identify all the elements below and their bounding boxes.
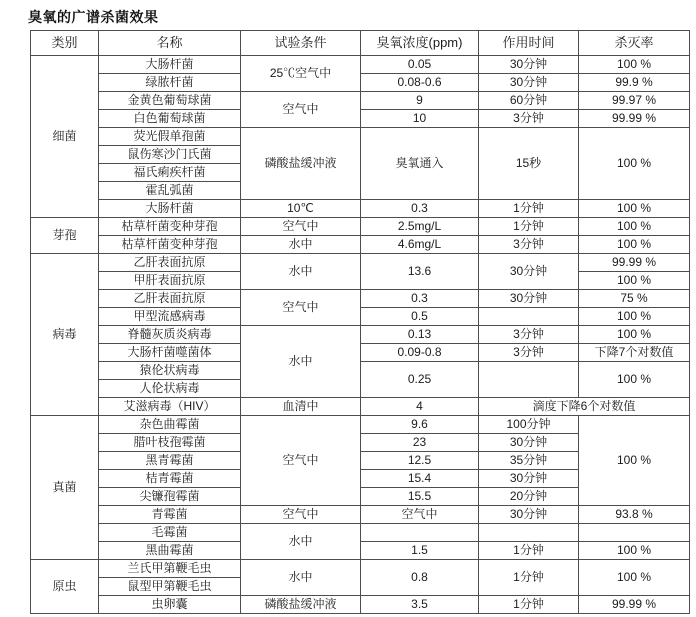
table-cell: 100 % <box>579 236 690 254</box>
table-cell: 兰氏甲第鞭毛虫 <box>99 560 241 578</box>
table-row <box>31 344 690 362</box>
table-cell: 尖镰孢霉菌 <box>99 488 241 506</box>
table-cell: 脊髓灰质炎病毒 <box>99 326 241 344</box>
table-cell: 10℃ <box>241 200 361 218</box>
table-row <box>31 74 690 92</box>
table-row <box>31 128 690 146</box>
table-cell: 1分钟 <box>479 542 579 560</box>
table-cell: 3分钟 <box>479 326 579 344</box>
table-cell: 水中 <box>241 524 361 560</box>
table-cell: 黑青霉菌 <box>99 452 241 470</box>
table-cell: 1分钟 <box>479 560 579 596</box>
table-cell: 水中 <box>241 326 361 398</box>
table-cell: 金黄色葡萄球菌 <box>99 92 241 110</box>
table-cell: 空气中 <box>241 506 361 524</box>
table-cell: 血清中 <box>241 398 361 416</box>
table-cell: 青霉菌 <box>99 506 241 524</box>
table-row <box>31 560 690 578</box>
table-cell: 人伦状病毒 <box>99 380 241 398</box>
table-cell: 30分钟 <box>479 290 579 308</box>
table-cell: 空气中 <box>241 218 361 236</box>
table-cell: 病毒 <box>31 254 99 416</box>
table-cell: 99.9 % <box>579 74 690 92</box>
table-cell: 艾滋病毒（HIV） <box>99 398 241 416</box>
table-body <box>31 56 690 614</box>
table-cell: 0.09-0.8 <box>361 344 479 362</box>
table-cell: 3分钟 <box>479 110 579 128</box>
table-cell: 真菌 <box>31 416 99 560</box>
table-cell: 30分钟 <box>479 470 579 488</box>
table-cell: 35分钟 <box>479 452 579 470</box>
table-cell: 3分钟 <box>479 344 579 362</box>
table-cell: 75 % <box>579 290 690 308</box>
table-cell: 30分钟 <box>479 74 579 92</box>
table-cell: 93.8 % <box>579 506 690 524</box>
table-row <box>31 326 690 344</box>
table-cell: 荧光假单孢菌 <box>99 128 241 146</box>
table-cell: 100分钟 <box>479 416 579 434</box>
table-cell: 99.99 % <box>579 596 690 614</box>
table-cell: 空气中 <box>241 92 361 128</box>
table-cell: 9 <box>361 92 479 110</box>
table-cell: 大肠杆菌 <box>99 200 241 218</box>
table-cell <box>361 524 479 542</box>
table-row <box>31 290 690 308</box>
table-cell: 99.99 % <box>579 254 690 272</box>
column-header-kill-rate: 杀灭率 <box>579 31 690 56</box>
table-cell: 100 % <box>579 416 690 506</box>
table-cell: 水中 <box>241 560 361 596</box>
table-cell: 下降7个对数值 <box>579 344 690 362</box>
table-cell: 4 <box>361 398 479 416</box>
table-cell: 0.3 <box>361 200 479 218</box>
table-row <box>31 92 690 110</box>
table-cell: 水中 <box>241 236 361 254</box>
table-cell: 0.05 <box>361 56 479 74</box>
table-cell: 臭氧通入 <box>361 128 479 200</box>
table-cell: 福氏痢疾杆菌 <box>99 164 241 182</box>
table-cell: 空气中 <box>241 290 361 326</box>
table-cell: 芽孢 <box>31 218 99 254</box>
table-cell <box>579 524 690 542</box>
table-row <box>31 542 690 560</box>
table-cell: 99.99 % <box>579 110 690 128</box>
table-row <box>31 506 690 524</box>
table-cell: 枯草杆菌变种芽孢 <box>99 236 241 254</box>
table-cell: 甲型流感病毒 <box>99 308 241 326</box>
table-cell: 鼠型甲第鞭毛虫 <box>99 578 241 596</box>
table-cell: 枯草杆菌变种芽孢 <box>99 218 241 236</box>
table-cell: 3.5 <box>361 596 479 614</box>
table-cell: 60分钟 <box>479 92 579 110</box>
table-cell <box>479 308 579 326</box>
table-cell: 15.4 <box>361 470 479 488</box>
table-cell: 磷酸盐缓冲液 <box>241 128 361 200</box>
table-cell: 30分钟 <box>479 506 579 524</box>
table-cell: 99.97 % <box>579 92 690 110</box>
column-header-ozone-concentration: 臭氧浓度(ppm) <box>361 31 479 56</box>
table-row <box>31 254 690 272</box>
table-cell: 100 % <box>579 56 690 74</box>
table-cell: 大肠杆菌噬菌体 <box>99 344 241 362</box>
table-cell: 0.25 <box>361 362 479 398</box>
table-cell: 1分钟 <box>479 218 579 236</box>
table-cell: 乙肝表面抗原 <box>99 254 241 272</box>
table-cell: 滴度下降6个对数值 <box>479 398 690 416</box>
table-cell: 霍乱弧菌 <box>99 182 241 200</box>
table-cell <box>479 524 579 542</box>
table-row <box>31 56 690 74</box>
table-cell: 100 % <box>579 326 690 344</box>
table-row <box>31 362 690 380</box>
table-cell: 腊叶枝孢霉菌 <box>99 434 241 452</box>
table-row <box>31 596 690 614</box>
ozone-sterilization-table <box>30 30 690 614</box>
table-header-row <box>31 31 690 56</box>
table-cell: 磷酸盐缓冲液 <box>241 596 361 614</box>
table-cell: 30分钟 <box>479 434 579 452</box>
table-cell: 0.13 <box>361 326 479 344</box>
table-cell: 2.5mg/L <box>361 218 479 236</box>
table-cell: 1分钟 <box>479 200 579 218</box>
table-cell: 鼠伤寒沙门氏菌 <box>99 146 241 164</box>
table-cell: 9.6 <box>361 416 479 434</box>
table-cell: 0.08-0.6 <box>361 74 479 92</box>
table-cell: 23 <box>361 434 479 452</box>
table-row <box>31 308 690 326</box>
table-cell: 30分钟 <box>479 56 579 74</box>
table-cell: 1.5 <box>361 542 479 560</box>
table-row <box>31 236 690 254</box>
table-cell: 桔青霉菌 <box>99 470 241 488</box>
table-cell: 100 % <box>579 128 690 200</box>
table-cell: 15秒 <box>479 128 579 200</box>
table-cell: 15.5 <box>361 488 479 506</box>
table-cell: 12.5 <box>361 452 479 470</box>
table-cell: 大肠杆菌 <box>99 56 241 74</box>
table-cell: 3分钟 <box>479 236 579 254</box>
table-cell: 100 % <box>579 272 690 290</box>
table-row <box>31 416 690 434</box>
table-row <box>31 398 690 416</box>
table-cell: 甲肝表面抗原 <box>99 272 241 290</box>
table-cell: 100 % <box>579 542 690 560</box>
table-row <box>31 110 690 128</box>
table-cell: 0.5 <box>361 308 479 326</box>
table-cell: 毛霉菌 <box>99 524 241 542</box>
table-cell: 绿脓杆菌 <box>99 74 241 92</box>
table-cell: 细菌 <box>31 56 99 218</box>
table-cell: 0.8 <box>361 560 479 596</box>
table-cell: 100 % <box>579 308 690 326</box>
column-header-test-condition: 试验条件 <box>241 31 361 56</box>
table-row <box>31 218 690 236</box>
table-cell: 杂色曲霉菌 <box>99 416 241 434</box>
column-header-name: 名称 <box>99 31 241 56</box>
table-cell <box>479 362 579 398</box>
table-cell: 100 % <box>579 218 690 236</box>
page-title: 臭氧的广谱杀菌效果 <box>28 9 159 25</box>
table-cell: 100 % <box>579 560 690 596</box>
table-cell: 白色葡萄球菌 <box>99 110 241 128</box>
column-header-category: 类别 <box>31 31 99 56</box>
table-cell: 10 <box>361 110 479 128</box>
table-cell: 水中 <box>241 254 361 290</box>
table-cell: 乙肝表面抗原 <box>99 290 241 308</box>
table-header <box>31 31 690 56</box>
table-cell: 4.6mg/L <box>361 236 479 254</box>
table-cell: 虫卵囊 <box>99 596 241 614</box>
table-cell: 25℃空气中 <box>241 56 361 92</box>
table-cell: 0.3 <box>361 290 479 308</box>
table-cell: 13.6 <box>361 254 479 290</box>
table-cell: 30分钟 <box>479 254 579 290</box>
table-row <box>31 200 690 218</box>
table-cell: 空气中 <box>361 506 479 524</box>
table-cell: 猿伦状病毒 <box>99 362 241 380</box>
table-row <box>31 524 690 542</box>
table-cell: 100 % <box>579 200 690 218</box>
table-cell: 原虫 <box>31 560 99 614</box>
table-cell: 100 % <box>579 362 690 398</box>
table-cell: 黑曲霉菌 <box>99 542 241 560</box>
column-header-action-time: 作用时间 <box>479 31 579 56</box>
table-cell: 20分钟 <box>479 488 579 506</box>
table-cell: 空气中 <box>241 416 361 506</box>
table-cell: 1分钟 <box>479 596 579 614</box>
